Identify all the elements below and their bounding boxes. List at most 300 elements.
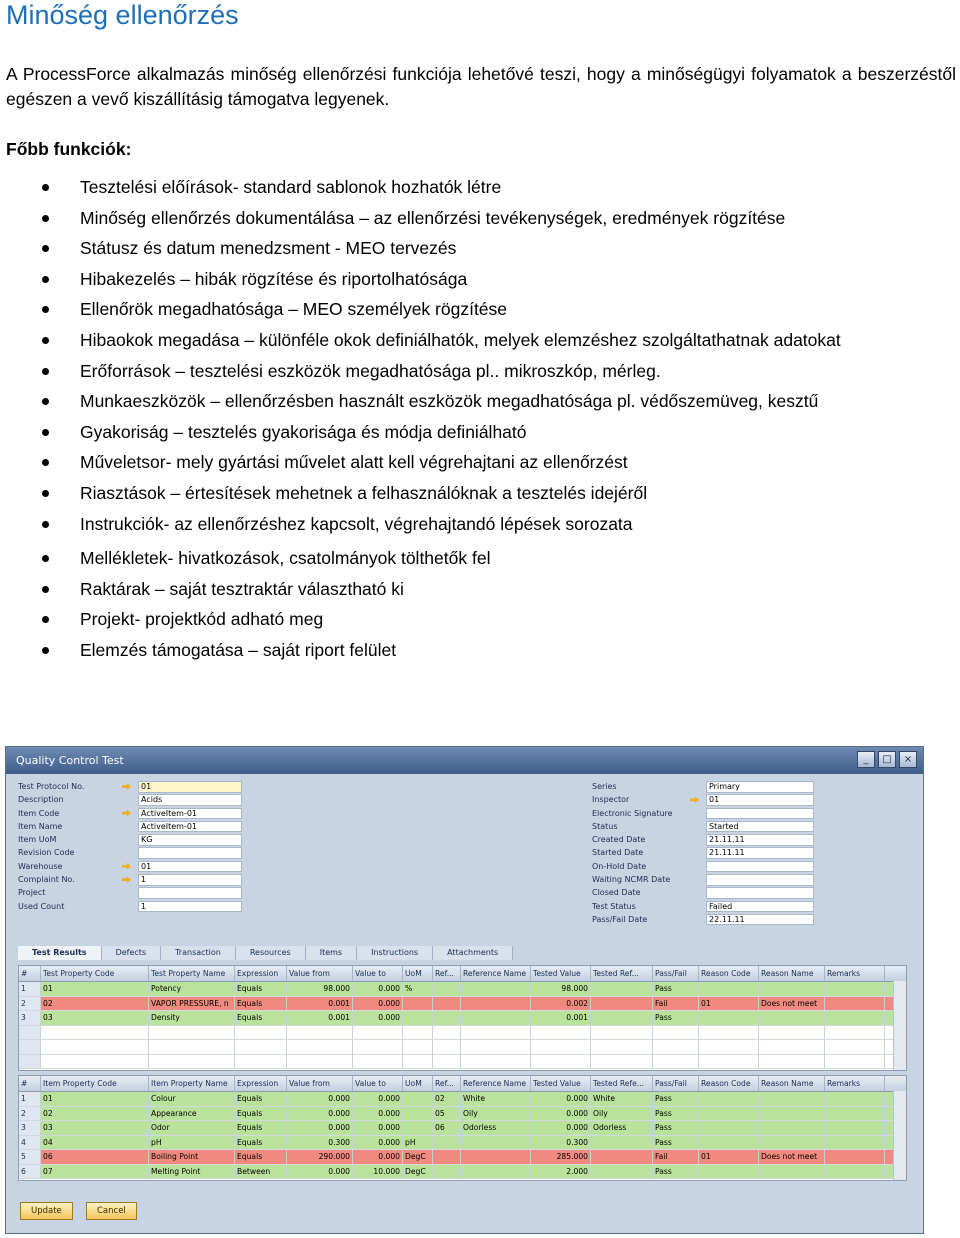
table-cell[interactable]: White	[461, 1092, 531, 1106]
table-cell[interactable]	[433, 1136, 461, 1150]
field-value[interactable]: 22.11.11	[706, 914, 814, 926]
table-cell[interactable]: Odorless	[591, 1121, 653, 1135]
table-cell[interactable]	[759, 982, 825, 996]
table-cell[interactable]: 0.000	[353, 1107, 403, 1121]
link-arrow-icon[interactable]	[122, 863, 131, 870]
table-cell[interactable]	[825, 1136, 885, 1150]
table-cell[interactable]	[19, 1040, 41, 1054]
table-cell[interactable]	[591, 1040, 653, 1054]
table-cell[interactable]	[531, 1026, 591, 1040]
table-cell[interactable]: 0.000	[353, 1150, 403, 1164]
table-cell[interactable]: Equals	[235, 1092, 287, 1106]
feature-item	[0, 233, 960, 264]
table-cell[interactable]	[461, 1055, 531, 1069]
table-cell[interactable]: Odor	[149, 1121, 235, 1135]
table-cell[interactable]	[591, 1011, 653, 1025]
table-cell[interactable]	[461, 1011, 531, 1025]
table-cell[interactable]	[433, 1040, 461, 1054]
table-cell[interactable]: Fail	[653, 997, 699, 1011]
tab-defects[interactable]: Defects	[102, 946, 162, 960]
table-cell[interactable]	[433, 1055, 461, 1069]
table-cell[interactable]	[235, 1026, 287, 1040]
table-cell[interactable]: Pass	[653, 1107, 699, 1121]
feature-text: Hibaokok megadása – különféle okok definiálhatók, melyek elemzéshez szolgáltathatnak adatokat	[80, 329, 841, 350]
table-cell[interactable]: 02	[433, 1092, 461, 1106]
table-cell[interactable]: 0.000	[287, 1165, 353, 1179]
table-cell[interactable]: Pass	[653, 1092, 699, 1106]
table-cell[interactable]	[759, 1136, 825, 1150]
table-cell[interactable]: %	[403, 982, 433, 996]
column-header[interactable]: Remarks	[825, 966, 885, 981]
table-cell[interactable]: 0.000	[287, 1092, 353, 1106]
table-row[interactable]	[19, 1092, 906, 1107]
table-cell[interactable]: 5	[19, 1150, 41, 1164]
empty-row[interactable]	[19, 1040, 906, 1055]
column-header[interactable]: Pass/Fail	[653, 1076, 699, 1091]
field-label: Started Date	[592, 848, 644, 858]
table-cell[interactable]: 01	[41, 982, 149, 996]
feature-text: Műveletsor- mely gyártási művelet alatt kell végrehajtani az ellenőrzést	[80, 452, 628, 473]
field-value[interactable]: 1	[138, 874, 242, 886]
table-cell[interactable]	[759, 1040, 825, 1054]
table-cell[interactable]	[461, 1136, 531, 1150]
table-cell[interactable]	[699, 1136, 759, 1150]
column-header[interactable]: Reference Name	[461, 1076, 531, 1091]
page-title: Minőség ellenőrzés	[6, 0, 239, 30]
tab-attachments[interactable]: Attachments	[433, 946, 513, 960]
table-cell[interactable]	[699, 1092, 759, 1106]
column-header[interactable]: UoM	[403, 1076, 433, 1091]
field-value[interactable]: 01	[138, 861, 242, 873]
table-cell[interactable]	[433, 1165, 461, 1179]
test-results-grid[interactable]	[18, 965, 907, 1071]
table-cell[interactable]	[41, 1040, 149, 1054]
table-cell[interactable]	[149, 1040, 235, 1054]
table-cell[interactable]: Colour	[149, 1092, 235, 1106]
table-cell[interactable]	[41, 1026, 149, 1040]
table-cell[interactable]	[759, 1011, 825, 1025]
table-cell[interactable]: Appearance	[149, 1107, 235, 1121]
table-cell[interactable]: Melting Point	[149, 1165, 235, 1179]
table-cell[interactable]: Equals	[235, 982, 287, 996]
table-cell[interactable]: VAPOR PRESSURE, n	[149, 997, 235, 1011]
table-cell[interactable]	[19, 1026, 41, 1040]
table-cell[interactable]: 10.000	[353, 1165, 403, 1179]
field-label: Item Name	[18, 821, 63, 831]
table-cell[interactable]: White	[591, 1092, 653, 1106]
table-cell[interactable]: 285.000	[531, 1150, 591, 1164]
table-cell[interactable]	[41, 1055, 149, 1069]
vertical-scrollbar[interactable]	[893, 981, 906, 1070]
column-header[interactable]: Value to	[353, 966, 403, 981]
table-cell[interactable]: 2	[19, 997, 41, 1011]
table-cell[interactable]: Pass	[653, 1136, 699, 1150]
tab-instructions[interactable]: Instructions	[357, 946, 433, 960]
table-cell[interactable]: Potency	[149, 982, 235, 996]
table-cell[interactable]	[403, 1040, 433, 1054]
table-cell[interactable]: 2.000	[531, 1165, 591, 1179]
table-cell[interactable]	[825, 1055, 885, 1069]
table-cell[interactable]	[759, 1121, 825, 1135]
table-cell[interactable]: pH	[149, 1136, 235, 1150]
field-label: Inspector	[592, 795, 630, 805]
table-cell[interactable]	[287, 1055, 353, 1069]
table-cell[interactable]: Equals	[235, 1150, 287, 1164]
table-cell[interactable]: 0.000	[353, 982, 403, 996]
table-row[interactable]	[19, 1150, 906, 1165]
table-cell[interactable]: 98.000	[531, 982, 591, 996]
field-value[interactable]: ActiveItem-01	[138, 821, 242, 833]
field-value[interactable]: KG	[138, 834, 242, 846]
table-cell[interactable]	[825, 1040, 885, 1054]
table-cell[interactable]	[759, 1026, 825, 1040]
column-header[interactable]: Expression	[235, 966, 287, 981]
table-cell[interactable]: Equals	[235, 997, 287, 1011]
table-cell[interactable]	[759, 1107, 825, 1121]
field-value[interactable]	[138, 847, 242, 859]
table-cell[interactable]	[461, 1026, 531, 1040]
table-cell[interactable]	[287, 1026, 353, 1040]
field-row	[592, 874, 817, 887]
field-value[interactable]: 01	[138, 781, 242, 793]
column-header[interactable]: Ref...	[433, 1076, 461, 1091]
close-icon[interactable]: ×	[899, 751, 917, 768]
table-cell[interactable]	[433, 1026, 461, 1040]
table-cell[interactable]: 290.000	[287, 1150, 353, 1164]
table-row[interactable]	[19, 1165, 906, 1180]
table-cell[interactable]: 1	[19, 1092, 41, 1106]
table-cell[interactable]: 03	[41, 1121, 149, 1135]
table-cell[interactable]: 0.000	[353, 997, 403, 1011]
table-cell[interactable]: Equals	[235, 1011, 287, 1025]
field-value[interactable]	[706, 861, 814, 873]
table-cell[interactable]: 02	[41, 997, 149, 1011]
table-cell[interactable]: Oily	[461, 1107, 531, 1121]
table-cell[interactable]	[403, 1011, 433, 1025]
link-arrow-icon[interactable]	[122, 783, 131, 790]
table-cell[interactable]	[591, 982, 653, 996]
table-cell[interactable]: pH	[403, 1136, 433, 1150]
field-value[interactable]: Primary	[706, 781, 814, 793]
table-cell[interactable]: Between	[235, 1165, 287, 1179]
column-header[interactable]: Reference Name	[461, 966, 531, 981]
table-cell[interactable]	[461, 982, 531, 996]
field-value[interactable]	[138, 887, 242, 899]
field-value[interactable]: ActiveItem-01	[138, 808, 242, 820]
table-cell[interactable]: 01	[699, 1150, 759, 1164]
table-cell[interactable]: 02	[41, 1107, 149, 1121]
table-cell[interactable]	[699, 1011, 759, 1025]
table-row[interactable]	[19, 1011, 906, 1026]
table-cell[interactable]	[353, 1040, 403, 1054]
bullet-icon	[42, 429, 49, 436]
table-cell[interactable]: 0.300	[531, 1136, 591, 1150]
table-cell[interactable]: 0.001	[531, 1011, 591, 1025]
table-cell[interactable]: 0.000	[287, 1121, 353, 1135]
table-cell[interactable]	[699, 982, 759, 996]
minimize-icon[interactable]: _	[857, 751, 875, 768]
link-arrow-icon[interactable]	[690, 796, 699, 803]
table-cell[interactable]	[825, 1026, 885, 1040]
table-cell[interactable]: DegC	[403, 1150, 433, 1164]
field-value[interactable]	[706, 808, 814, 820]
table-cell[interactable]	[825, 997, 885, 1011]
field-value[interactable]: 01	[706, 794, 814, 806]
table-cell[interactable]	[149, 1026, 235, 1040]
table-row[interactable]	[19, 982, 906, 997]
table-cell[interactable]	[433, 1011, 461, 1025]
tab-items[interactable]: Items	[306, 946, 357, 960]
table-cell[interactable]	[759, 1165, 825, 1179]
table-cell[interactable]	[403, 1107, 433, 1121]
column-header[interactable]: Expression	[235, 1076, 287, 1091]
column-header[interactable]: Test Property Name	[149, 966, 235, 981]
column-header[interactable]: #	[19, 1076, 41, 1091]
column-header[interactable]: Reason Name	[759, 1076, 825, 1091]
header-right-fields	[592, 781, 817, 927]
table-cell[interactable]: 0.000	[531, 1121, 591, 1135]
column-header[interactable]: Ref...	[433, 966, 461, 981]
column-header[interactable]: Tested Value	[531, 966, 591, 981]
feature-text: Minőség ellenőrzés dokumentálása – az ellenőrzési tevékenységek, eredmények rögzítése	[80, 207, 786, 228]
column-header[interactable]: Tested Refe...	[591, 1076, 653, 1091]
field-row	[592, 901, 817, 914]
table-cell[interactable]: 0.002	[531, 997, 591, 1011]
table-cell[interactable]	[699, 1040, 759, 1054]
table-cell[interactable]	[531, 1055, 591, 1069]
table-cell[interactable]: 0.000	[531, 1107, 591, 1121]
field-value[interactable]: 21.11.11	[706, 847, 814, 859]
table-cell[interactable]	[531, 1040, 591, 1054]
tab-resources[interactable]: Resources	[236, 946, 306, 960]
table-cell[interactable]	[433, 1150, 461, 1164]
item-properties-grid[interactable]	[18, 1075, 907, 1181]
table-cell[interactable]	[591, 1055, 653, 1069]
table-cell[interactable]: 0.001	[287, 1011, 353, 1025]
tab-transaction[interactable]: Transaction	[161, 946, 236, 960]
column-header[interactable]: Value from	[287, 1076, 353, 1091]
table-cell[interactable]	[825, 1150, 885, 1164]
table-cell[interactable]	[825, 1092, 885, 1106]
feature-text: Tesztelési előírások- standard sablonok hozhatók létre	[80, 177, 502, 197]
table-cell[interactable]	[461, 1165, 531, 1179]
table-cell[interactable]: DegC	[403, 1165, 433, 1179]
table-cell[interactable]	[759, 1092, 825, 1106]
table-cell[interactable]: Does not meet	[759, 997, 825, 1011]
feature-text: Gyakoriság – tesztelés gyakorisága és módja definiálható	[80, 421, 527, 442]
table-cell[interactable]	[461, 1150, 531, 1164]
table-cell[interactable]: 0.001	[287, 997, 353, 1011]
table-cell[interactable]: 05	[433, 1107, 461, 1121]
table-cell[interactable]	[759, 1055, 825, 1069]
table-cell[interactable]	[403, 1026, 433, 1040]
link-arrow-icon[interactable]	[122, 876, 131, 883]
table-cell[interactable]: Pass	[653, 1121, 699, 1135]
column-header[interactable]: Reason Code	[699, 1076, 759, 1091]
table-cell[interactable]: Oily	[591, 1107, 653, 1121]
table-cell[interactable]	[461, 1040, 531, 1054]
table-cell[interactable]	[403, 1092, 433, 1106]
bullet-icon	[42, 555, 49, 562]
table-cell[interactable]	[825, 1011, 885, 1025]
table-cell[interactable]	[653, 1040, 699, 1054]
tab-test-results[interactable]: Test Results	[18, 946, 102, 960]
table-cell[interactable]: 0.000	[353, 1136, 403, 1150]
grid-header	[19, 1076, 906, 1092]
table-cell[interactable]: Boiling Point	[149, 1150, 235, 1164]
feature-text: Projekt- projektkód adható meg	[80, 609, 324, 630]
table-cell[interactable]: 4	[19, 1136, 41, 1150]
table-cell[interactable]	[653, 1026, 699, 1040]
table-cell[interactable]	[825, 1107, 885, 1121]
table-cell[interactable]: 6	[19, 1165, 41, 1179]
table-cell[interactable]: Odorless	[461, 1121, 531, 1135]
table-cell[interactable]: 0.000	[353, 1092, 403, 1106]
column-header[interactable]: #	[19, 966, 41, 981]
table-cell[interactable]: Equals	[235, 1136, 287, 1150]
maximize-icon[interactable]: □	[878, 751, 896, 768]
table-cell[interactable]: Pass	[653, 1165, 699, 1179]
table-cell[interactable]	[591, 1136, 653, 1150]
table-cell[interactable]	[433, 982, 461, 996]
table-cell[interactable]	[591, 1165, 653, 1179]
feature-item	[0, 203, 960, 234]
field-row	[18, 834, 238, 847]
field-value[interactable]: 1	[138, 901, 242, 913]
table-row[interactable]	[19, 1107, 906, 1122]
table-cell[interactable]	[403, 1121, 433, 1135]
column-header[interactable]: Remarks	[825, 1076, 885, 1091]
field-value[interactable]	[706, 874, 814, 886]
table-cell[interactable]	[591, 997, 653, 1011]
column-header[interactable]: Pass/Fail	[653, 966, 699, 981]
column-header[interactable]: UoM	[403, 966, 433, 981]
table-cell[interactable]	[403, 1055, 433, 1069]
table-cell[interactable]: Fail	[653, 1150, 699, 1164]
table-cell[interactable]	[825, 1121, 885, 1135]
table-row[interactable]	[19, 1136, 906, 1151]
table-cell[interactable]: 06	[41, 1150, 149, 1164]
table-cell[interactable]: Does not meet	[759, 1150, 825, 1164]
table-cell[interactable]	[403, 997, 433, 1011]
field-value[interactable]	[706, 887, 814, 899]
field-label: Test Status	[592, 901, 636, 911]
field-value[interactable]: Failed	[706, 901, 814, 913]
bullet-icon	[42, 368, 49, 375]
empty-row[interactable]	[19, 1026, 906, 1041]
link-arrow-icon[interactable]	[122, 810, 131, 817]
column-header[interactable]: Reason Name	[759, 966, 825, 981]
field-row	[592, 861, 817, 874]
table-cell[interactable]	[149, 1055, 235, 1069]
window-titlebar[interactable]	[6, 747, 923, 774]
table-cell[interactable]: 0.000	[353, 1121, 403, 1135]
table-cell[interactable]	[825, 982, 885, 996]
table-cell[interactable]	[825, 1165, 885, 1179]
field-value[interactable]: Started	[706, 821, 814, 833]
table-cell[interactable]	[699, 1121, 759, 1135]
feature-text: Hibakezelés – hibák rögzítése és riportolhatósága	[80, 268, 468, 289]
field-label: Series	[592, 782, 617, 791]
table-cell[interactable]	[461, 997, 531, 1011]
table-cell[interactable]	[353, 1055, 403, 1069]
table-cell[interactable]	[699, 1107, 759, 1121]
features-heading: Főbb funkciók:	[6, 139, 132, 159]
field-value[interactable]: Acids	[138, 794, 242, 806]
table-cell[interactable]: Density	[149, 1011, 235, 1025]
column-header[interactable]: Item Property Name	[149, 1076, 235, 1091]
column-header[interactable]: Value to	[353, 1076, 403, 1091]
bullet-icon	[42, 459, 49, 466]
table-cell[interactable]	[353, 1026, 403, 1040]
column-header[interactable]: Reason Code	[699, 966, 759, 981]
table-cell[interactable]	[235, 1040, 287, 1054]
column-header[interactable]: Tested Value	[531, 1076, 591, 1091]
table-cell[interactable]: 06	[433, 1121, 461, 1135]
feature-item	[0, 509, 960, 540]
table-cell[interactable]: 2	[19, 1107, 41, 1121]
table-cell[interactable]: Equals	[235, 1121, 287, 1135]
table-cell[interactable]: Pass	[653, 982, 699, 996]
table-cell[interactable]	[591, 1026, 653, 1040]
table-cell[interactable]	[19, 1055, 41, 1069]
table-cell[interactable]	[235, 1055, 287, 1069]
field-label: Complaint No.	[18, 875, 75, 885]
table-cell[interactable]: 01	[699, 997, 759, 1011]
table-row[interactable]	[19, 1121, 906, 1136]
empty-row[interactable]	[19, 1055, 906, 1070]
table-cell[interactable]: 01	[41, 1092, 149, 1106]
table-cell[interactable]	[591, 1150, 653, 1164]
table-cell[interactable]	[433, 997, 461, 1011]
table-row[interactable]	[19, 997, 906, 1012]
table-cell[interactable]	[653, 1055, 699, 1069]
feature-item	[0, 294, 960, 325]
column-header[interactable]: Value from	[287, 966, 353, 981]
vertical-scrollbar[interactable]	[893, 1091, 906, 1180]
field-row	[592, 847, 817, 860]
table-cell[interactable]: 98.000	[287, 982, 353, 996]
update-button[interactable]: Update	[20, 1202, 73, 1220]
cancel-button[interactable]: Cancel	[86, 1202, 137, 1220]
table-cell[interactable]: 0.000	[287, 1107, 353, 1121]
table-cell[interactable]	[699, 1165, 759, 1179]
table-cell[interactable]	[699, 1026, 759, 1040]
table-cell[interactable]: 0.000	[353, 1011, 403, 1025]
feature-item	[0, 264, 960, 295]
column-header[interactable]: Tested Ref...	[591, 966, 653, 981]
table-cell[interactable]: 03	[41, 1011, 149, 1025]
table-cell[interactable]: 3	[19, 1011, 41, 1025]
field-row	[592, 821, 817, 834]
table-cell[interactable]: Equals	[235, 1107, 287, 1121]
column-header[interactable]: Test Property Code	[41, 966, 149, 981]
field-label: Project	[18, 888, 46, 898]
table-cell[interactable]: 04	[41, 1136, 149, 1150]
table-cell[interactable]: Pass	[653, 1011, 699, 1025]
table-cell[interactable]	[287, 1040, 353, 1054]
table-cell[interactable]: 0.000	[531, 1092, 591, 1106]
column-header[interactable]: Item Property Code	[41, 1076, 149, 1091]
table-cell[interactable]: 07	[41, 1165, 149, 1179]
table-cell[interactable]	[699, 1055, 759, 1069]
field-label: Used Count	[18, 901, 65, 911]
table-cell[interactable]: 0.300	[287, 1136, 353, 1150]
field-value[interactable]: 21.11.11	[706, 834, 814, 846]
table-cell[interactable]: 1	[19, 982, 41, 996]
table-cell[interactable]: 3	[19, 1121, 41, 1135]
feature-text: Státusz és datum menedzsment - MEO tervezés	[80, 238, 457, 259]
